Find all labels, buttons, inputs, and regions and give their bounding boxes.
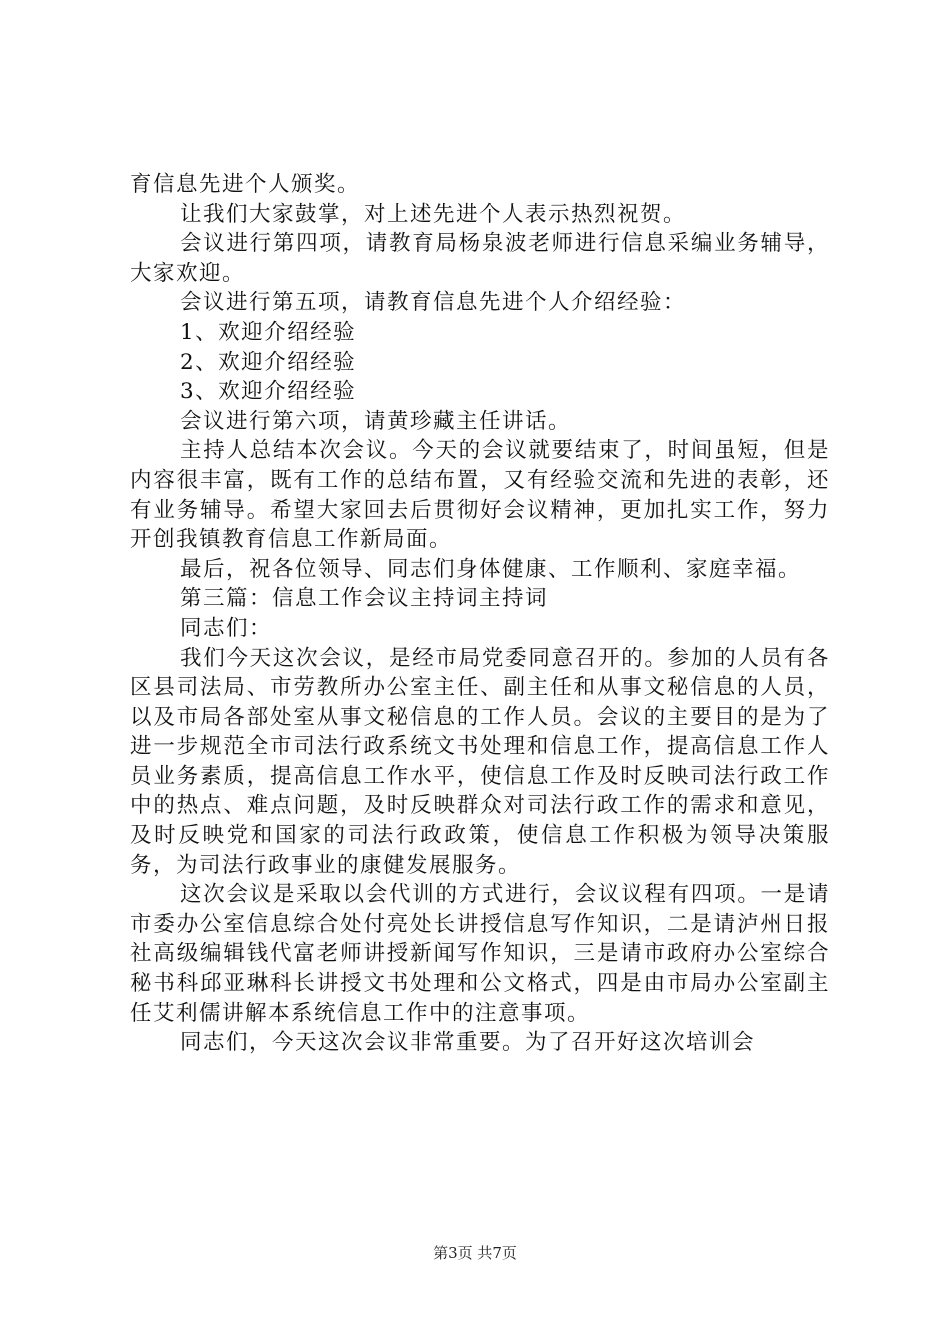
section-heading: 第三篇：信息工作会议主持词主持词 bbox=[180, 586, 549, 612]
list-item-3: 3、欢迎介绍经验 bbox=[180, 379, 357, 405]
document-body bbox=[130, 170, 830, 1058]
paragraph-1: 育信息先进个人颁奖。 bbox=[130, 172, 361, 197]
paragraph-10: 最后，祝各位领导、同志们身体健康、工作顺利、家庭幸福。 bbox=[180, 556, 802, 582]
list-item-2: 2、欢迎介绍经验 bbox=[180, 349, 357, 375]
paragraph-15: 同志们，今天这次会议非常重要。为了召开好这次培训会 bbox=[180, 1030, 756, 1056]
paragraph-13: 我们今天这次会议，是经市局党委同意召开的。参加的人员有各区县司法局、市劳教所办公室主任、副主任和从事文秘信息的人员，以及市局各部处室从事文秘信息的工作人员。会议的主要目的是为了进一步规范全市司法行政系统文书处理和信息工作，提高信息工作人员业务素质，提高信息工作水平，使信息工作及时反映司法行政工作中的热点、难点问题，及时反映群众对司法行政工作的需求和意见，及时反映党和国家的司法行政政策，使信息工作积极为领导决策服务，为司法行政事业的康健发展服务。 bbox=[130, 645, 830, 878]
paragraph-2: 让我们大家鼓掌，对上述先进个人表示热烈祝贺。 bbox=[180, 201, 687, 227]
paragraph-14: 这次会议是采取以会代训的方式进行，会议议程有四项。一是请市委办公室信息综合处付亮处长讲授信息写作知识，二是请泸州日报社高级编辑钱代富老师讲授新闻写作知识，三是请市政府办公室综合秘书科邱亚琳科长讲授文书处理和公文格式，四是由市局办公室副主任艾利儒讲解本系统信息工作中的注意事项。 bbox=[130, 882, 830, 1026]
salutation: 同志们： bbox=[180, 615, 273, 641]
paragraph-8: 会议进行第六项，请黄珍藏主任讲话。 bbox=[180, 408, 572, 434]
list-item-1: 1、欢迎介绍经验 bbox=[180, 319, 357, 345]
paragraph-9: 主持人总结本次会议。今天的会议就要结束了，时间虽短，但是内容很丰富，既有工作的总结布置，又有经验交流和先进的表彰，还有业务辅导。希望大家回去后贯彻好会议精神，更加扎实工作，努力开创我镇教育信息工作新局面。 bbox=[130, 438, 830, 553]
paragraph-3: 会议进行第四项，请教育局杨泉波老师进行信息采编业务辅导，大家欢迎。 bbox=[130, 231, 830, 286]
page-number: 第3页 共7页 bbox=[433, 1244, 517, 1262]
paragraph-4: 会议进行第五项，请教育信息先进个人介绍经验： bbox=[180, 290, 687, 316]
